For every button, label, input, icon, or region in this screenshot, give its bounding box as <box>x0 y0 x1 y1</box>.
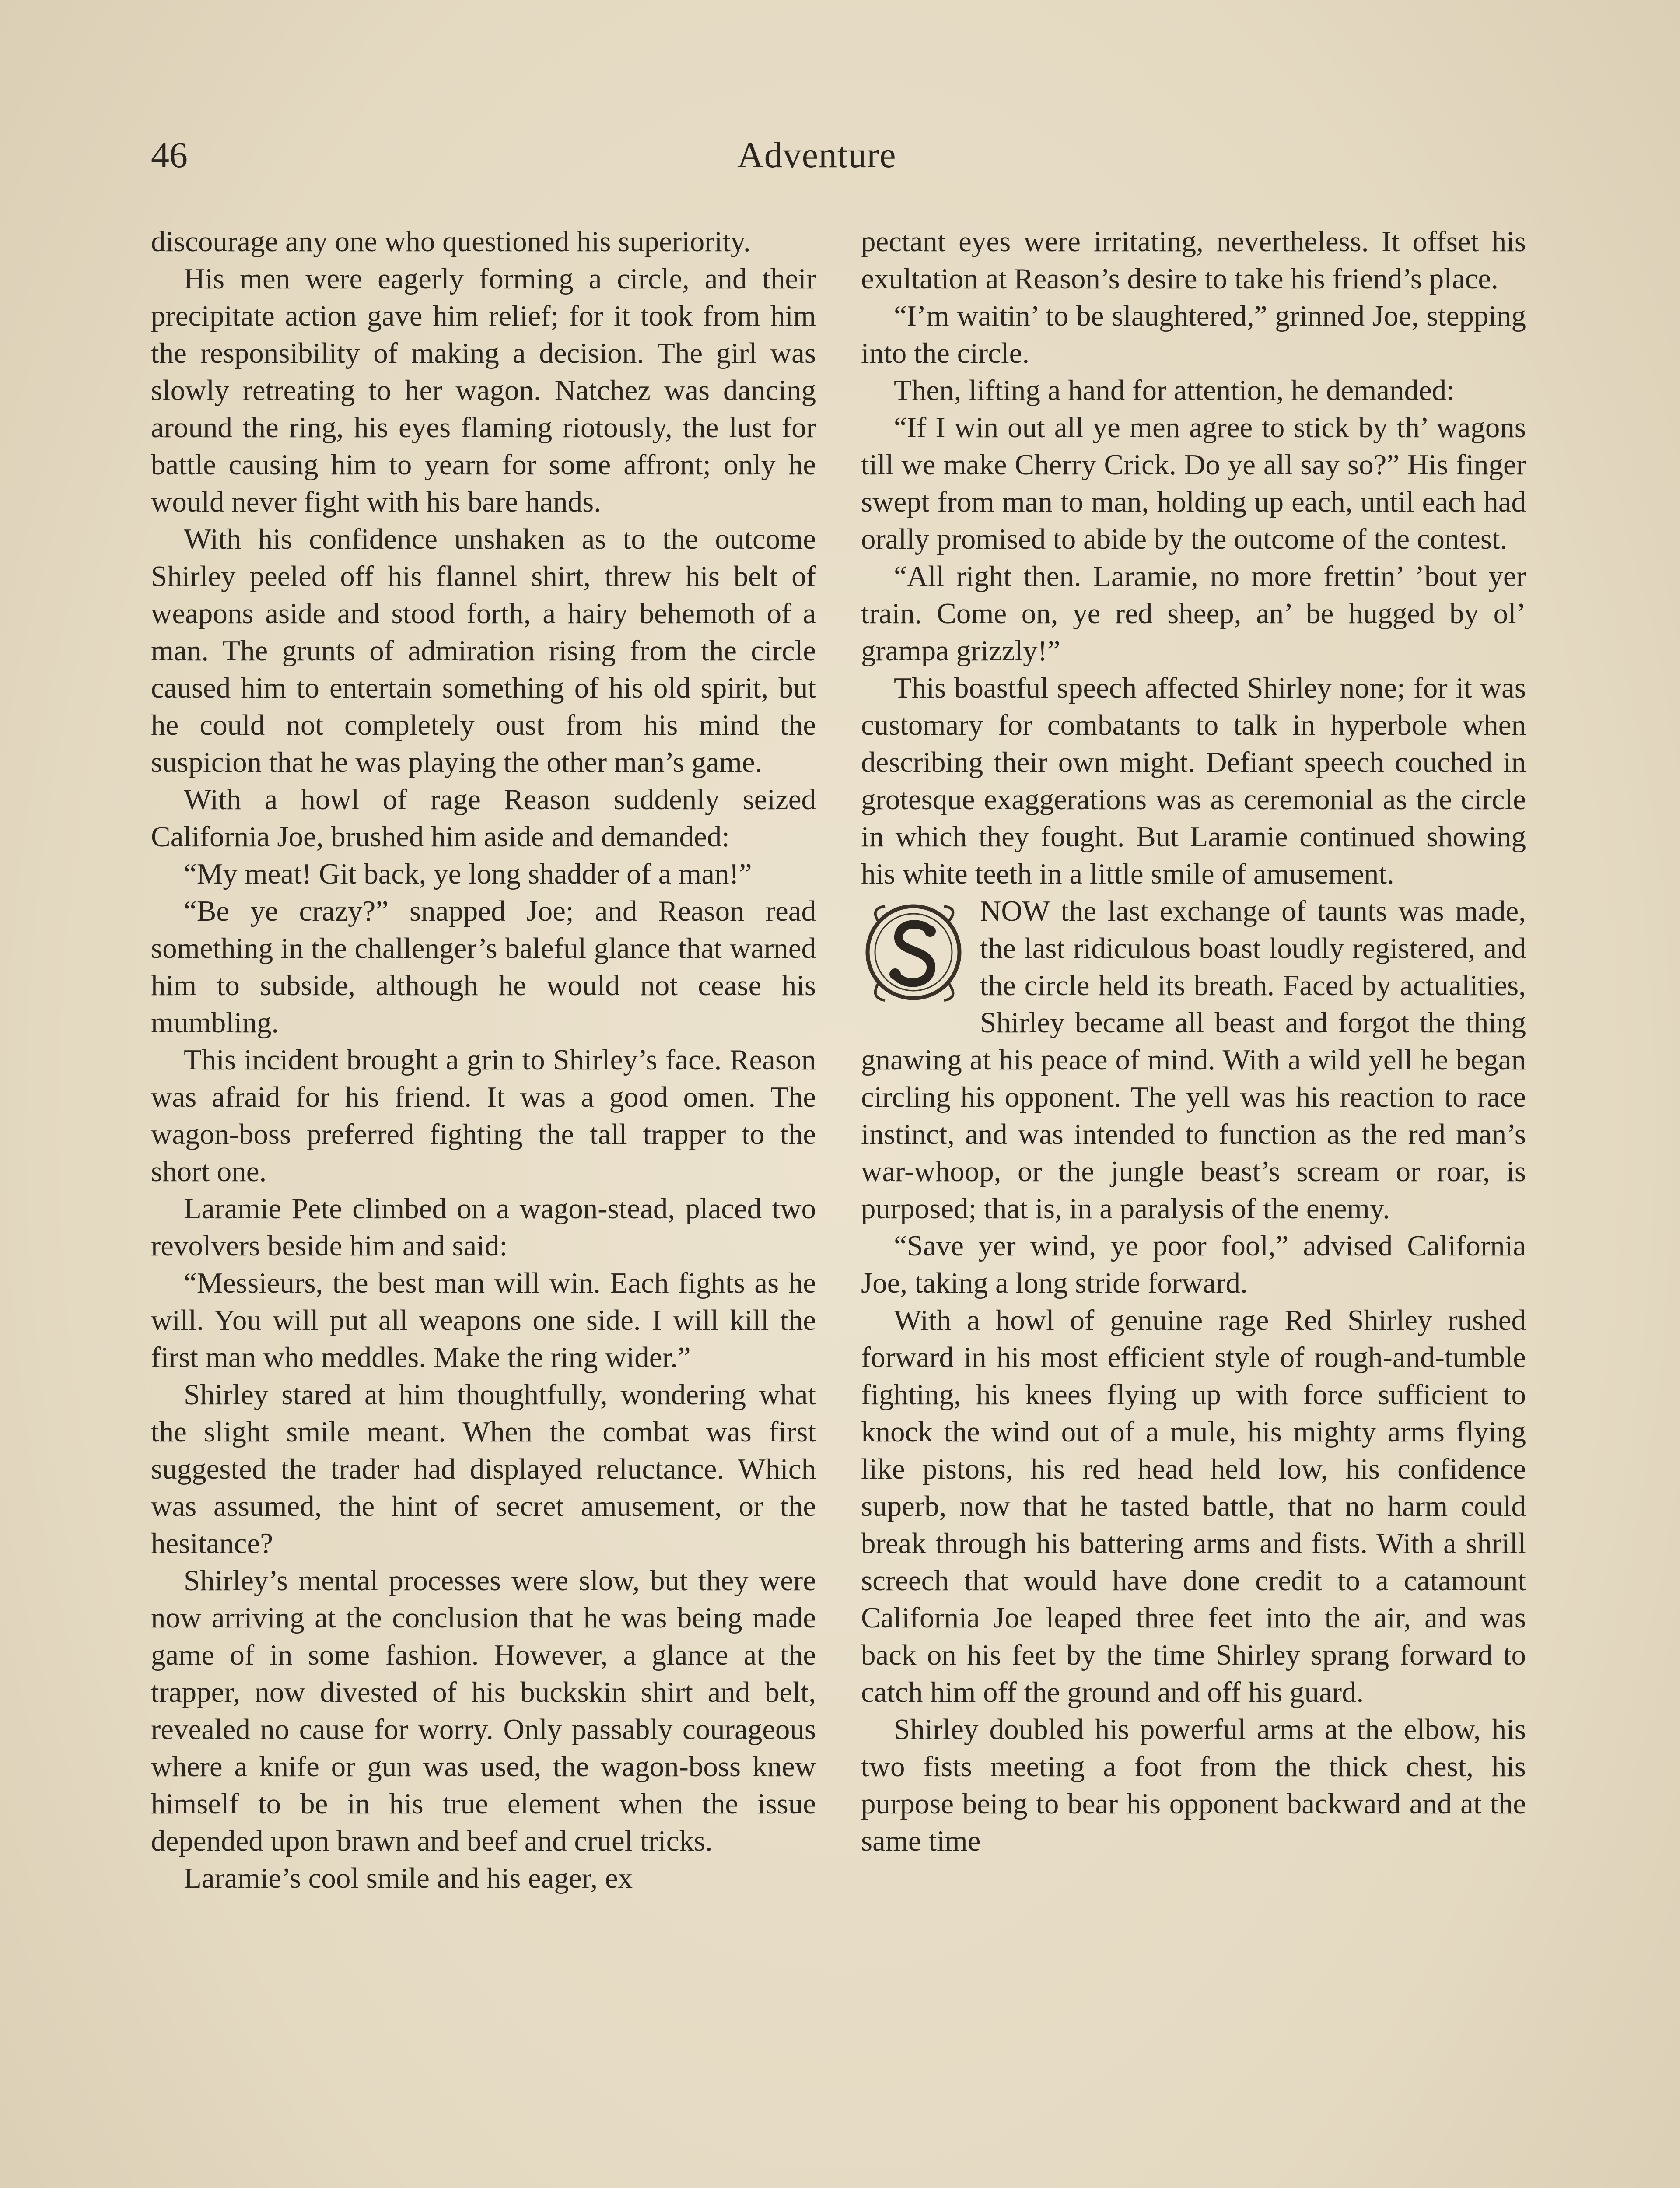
drop-cap-graphic <box>861 895 970 1013</box>
paragraph: Shirley’s mental processes were slow, but they were now arriving at the conclusion that he was being made game of in some fashion. However, a glance at the trapper, now divested of his buckskin shirt and belt, revealed no cause for worry. Only passably courageous where a knife or gun was used, the wagon-boss knew himself to be in his true element when the issue depended upon brawn and beef and cruel tricks. <box>151 1564 816 1857</box>
paragraph: Shirley doubled his powerful arms at the elbow, his two fists meeting a foot from the thick chest, his purpose being to bear his opponent backward and at the same time <box>861 1713 1526 1857</box>
paragraph: “Be ye crazy?” snapped Joe; and Reason read something in the challenger’s baleful glance that warned him to subside, although he would not cease his mumbling. <box>151 895 816 1039</box>
paragraph: “All right then. Laramie, no more frettin’ ’bout yer train. Come on, ye red sheep, an’ be hugged by ol’ grampa grizzly!” <box>861 560 1526 667</box>
paragraph: “If I win out all ye men agree to stick by th’ wagons till we make Cherry Crick. Do ye all say so?” His finger swept from man to man, holding up each, until each had orally promised to abide by the outcome of the contest. <box>861 411 1526 555</box>
page-number: 46 <box>151 135 188 175</box>
running-title: Adventure <box>737 135 896 175</box>
right-column <box>861 223 1526 1860</box>
paragraph: His men were eagerly forming a circle, and their precipitate action gave him relief; for it took from him the responsibility of making a decision. The girl was slowly retreating to her wagon. Natchez was dancing around the ring, his eyes flaming riotously, the lust for battle causing him to yearn for some affront; only he would never fight with his bare hands. <box>151 263 816 518</box>
paragraph: Then, lifting a hand for attention, he demanded: <box>894 374 1455 407</box>
paragraph: pectant eyes were irritating, nevertheless. It offset his exultation at Reason’s desire to take his friend’s place. <box>861 225 1526 295</box>
lead-paragraph: NOW the last exchange of taunts was made, the last ridiculous boast loudly registered, and the circle held its breath. Faced by actualities, Shirley became all beast and forgot the thing gnawing at his peace of mind. With a wild yell he began circling his opponent. The yell was his reaction to race instinct, and was intended to function as the red man’s war-whoop, or the jungle beast’s scream or roar, is purposed; that is, in a paralysis of the enemy. <box>861 895 1526 1225</box>
paragraph: Laramie’s cool smile and his eager, ex <box>184 1862 633 1894</box>
paragraph: “Messieurs, the best man will win. Each fights as he will. You will put all weapons one side. I will kill the first man who meddles. Make the ring wider.” <box>151 1267 816 1374</box>
paragraph: “My meat! Git back, ye long shadder of a man!” <box>184 858 752 890</box>
paragraph: This boastful speech affected Shirley none; for it was customary for combatants to talk in hyperbole when describing their own might. Defiant speech couched in grotesque exaggerations was as ceremonial as the circle in which they fought. But Laramie continued showing his white teeth in a little smile of amusement. <box>861 672 1526 890</box>
page-header <box>151 131 947 184</box>
paragraph: With a howl of rage Reason suddenly seized California Joe, brushed him aside and demanded: <box>151 783 816 853</box>
ornamental-drop-cap-s-icon <box>861 895 970 1013</box>
paragraph: “I’m waitin’ to be slaughtered,” grinned Joe, stepping into the circle. <box>861 300 1526 369</box>
left-column <box>151 223 816 1897</box>
paragraph: Shirley stared at him thoughtfully, wondering what the slight smile meant. When the combat was first suggested the trader had displayed reluctance. Which was assumed, the hint of secret amusement, or the hesitance? <box>151 1378 816 1560</box>
paragraph: discourage any one who questioned his superiority. <box>151 225 751 258</box>
paragraph: This incident brought a grin to Shirley’s face. Reason was afraid for his friend. It was a good omen. The wagon-boss preferred fighting the tall trapper to the short one. <box>151 1044 816 1188</box>
paragraph: With his confidence unshaken as to the outcome Shirley peeled off his flannel shirt, threw his belt of weapons aside and stood forth, a hairy behemoth of a man. The grunts of admiration rising from the circle caused him to entertain something of his old spirit, but he could not completely oust from his mind the suspicion that he was playing the other man’s game. <box>151 523 816 778</box>
paragraph: Laramie Pete climbed on a wagon-stead, placed two revolvers beside him and said: <box>151 1192 816 1262</box>
paragraph: “Save yer wind, ye poor fool,” advised California Joe, taking a long stride forward. <box>861 1230 1526 1299</box>
paragraph: With a howl of genuine rage Red Shirley rushed forward in his most efficient style of rough-and-tumble fighting, his knees flying up with force sufficient to knock the wind out of a mule, his mighty arms flying like pistons, his red head held low, his confidence superb, now that he tasted battle, that no harm could break through his battering arms and fists. With a shrill screech that would have done credit to a catamount California Joe leaped three feet into the air, and was back on his feet by the time Shirley sprang forward to catch him off the ground and off his guard. <box>861 1304 1526 1708</box>
